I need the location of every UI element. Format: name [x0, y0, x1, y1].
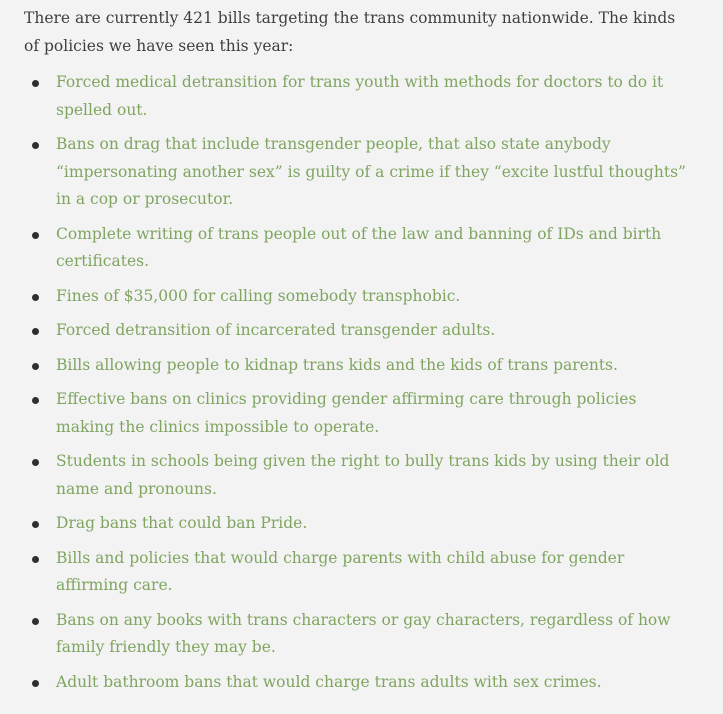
bullet-icon	[32, 328, 39, 335]
bullet-icon	[32, 80, 39, 87]
list-item-text: Bills and policies that would charge parents with child abuse for gender affirming care.	[56, 548, 625, 594]
list-item-text: Adult bathroom bans that would charge trans adults with sex crimes.	[56, 672, 602, 691]
bullet-icon	[32, 294, 39, 301]
list-item-text: Forced medical detransition for trans youth with methods for doctors to do it spelled out.	[56, 73, 664, 119]
list-item	[24, 669, 693, 697]
list-item-text: Students in schools being given the right to bully trans kids by using their old name and pronouns.	[56, 452, 670, 498]
intro-paragraph: There are currently 421 bills targeting the trans community nationwide. The kinds of policies we have seen this year:	[24, 9, 676, 55]
bullet-icon	[32, 459, 39, 466]
list-item-text: Bans on drag that include transgender people, that also state anybody “impersonating another sex” is guilty of a crime if they “excite lustful thoughts” in a cop or prosecutor.	[56, 135, 686, 208]
bullet-icon	[32, 363, 39, 370]
list-item	[24, 510, 693, 538]
bullet-icon	[32, 680, 39, 687]
list-item	[24, 352, 693, 380]
bullet-icon	[32, 142, 39, 149]
list-item-text: Complete writing of trans people out of the law and banning of IDs and birth certificates.	[56, 224, 662, 270]
bill-list	[24, 69, 693, 696]
bullet-icon	[32, 618, 39, 625]
list-item	[24, 131, 693, 214]
list-item	[24, 69, 693, 124]
list-item	[24, 545, 693, 600]
bullet-icon	[32, 556, 39, 563]
bullet-icon	[32, 521, 39, 528]
list-item	[24, 448, 693, 503]
list-item	[24, 317, 693, 345]
bullet-icon	[32, 232, 39, 239]
list-item-text: Fines of $35,000 for calling somebody transphobic.	[56, 286, 461, 305]
list-item	[24, 386, 693, 441]
list-item	[24, 607, 693, 662]
list-item-text: Forced detransition of incarcerated transgender adults.	[56, 321, 496, 339]
bullet-icon	[32, 397, 39, 404]
list-item-text: Drag bans that could ban Pride.	[56, 514, 308, 532]
list-item-text: Bans on any books with trans characters or gay characters, regardless of how family friendly they may be.	[56, 610, 671, 656]
list-item	[24, 283, 693, 311]
list-item-text: Bills allowing people to kidnap trans kids and the kids of trans parents.	[56, 355, 618, 374]
list-item	[24, 221, 693, 276]
list-item-text: Effective bans on clinics providing gender affirming care through policies making the clinics impossible to operate.	[56, 390, 637, 436]
